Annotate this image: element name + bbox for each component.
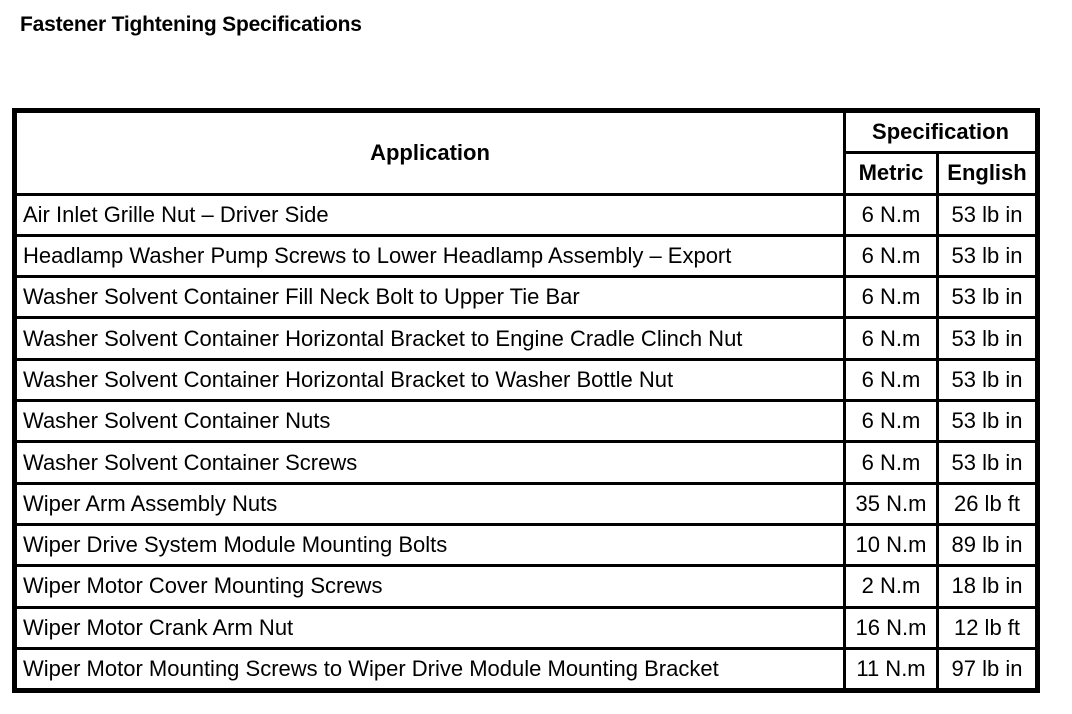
application-cell: Washer Solvent Container Fill Neck Bolt to Upper Tie Bar [17, 278, 843, 316]
application-cell: Wiper Motor Mounting Screws to Wiper Drive Module Mounting Bracket [17, 650, 843, 688]
english-cell: 53 lb in [939, 196, 1035, 234]
metric-cell: 6 N.m [846, 402, 936, 440]
table-row [17, 526, 1035, 564]
metric-cell: 6 N.m [846, 361, 936, 399]
english-header: English [939, 154, 1035, 192]
english-cell: 53 lb in [939, 361, 1035, 399]
english-cell: 12 lb ft [939, 609, 1035, 647]
table-row [17, 609, 1035, 647]
metric-cell: 35 N.m [846, 485, 936, 523]
metric-cell: 2 N.m [846, 567, 936, 605]
english-cell: 53 lb in [939, 443, 1035, 481]
english-cell: 26 lb ft [939, 485, 1035, 523]
english-cell: 53 lb in [939, 278, 1035, 316]
table-row [17, 402, 1035, 440]
metric-cell: 6 N.m [846, 196, 936, 234]
application-cell: Washer Solvent Container Screws [17, 443, 843, 481]
english-cell: 89 lb in [939, 526, 1035, 564]
table-row [17, 278, 1035, 316]
application-cell: Wiper Motor Cover Mounting Screws [17, 567, 843, 605]
table-row [17, 650, 1035, 688]
application-cell: Washer Solvent Container Nuts [17, 402, 843, 440]
application-cell: Wiper Motor Crank Arm Nut [17, 609, 843, 647]
english-cell: 18 lb in [939, 567, 1035, 605]
metric-cell: 6 N.m [846, 443, 936, 481]
table-row [17, 443, 1035, 481]
english-cell: 97 lb in [939, 650, 1035, 688]
metric-cell: 6 N.m [846, 237, 936, 275]
table-row [17, 361, 1035, 399]
application-cell: Washer Solvent Container Horizontal Bracket to Engine Cradle Clinch Nut [17, 319, 843, 357]
metric-header: Metric [846, 154, 936, 192]
table-row [17, 196, 1035, 234]
english-cell: 53 lb in [939, 319, 1035, 357]
table-row [17, 567, 1035, 605]
english-cell: 53 lb in [939, 402, 1035, 440]
metric-cell: 10 N.m [846, 526, 936, 564]
table-body [17, 196, 1035, 689]
fastener-spec-table [12, 108, 1040, 693]
application-header: Application [17, 113, 843, 193]
table-row [17, 319, 1035, 357]
metric-cell: 6 N.m [846, 278, 936, 316]
page-title: Fastener Tightening Specifications [20, 13, 362, 36]
table-row [17, 237, 1035, 275]
application-cell: Headlamp Washer Pump Screws to Lower Headlamp Assembly – Export [17, 237, 843, 275]
application-cell: Wiper Drive System Module Mounting Bolts [17, 526, 843, 564]
metric-cell: 16 N.m [846, 609, 936, 647]
english-cell: 53 lb in [939, 237, 1035, 275]
specification-header: Specification [846, 113, 1035, 151]
metric-cell: 6 N.m [846, 319, 936, 357]
metric-cell: 11 N.m [846, 650, 936, 688]
application-cell: Wiper Arm Assembly Nuts [17, 485, 843, 523]
application-cell: Washer Solvent Container Horizontal Bracket to Washer Bottle Nut [17, 361, 843, 399]
application-cell: Air Inlet Grille Nut – Driver Side [17, 196, 843, 234]
table-row [17, 485, 1035, 523]
